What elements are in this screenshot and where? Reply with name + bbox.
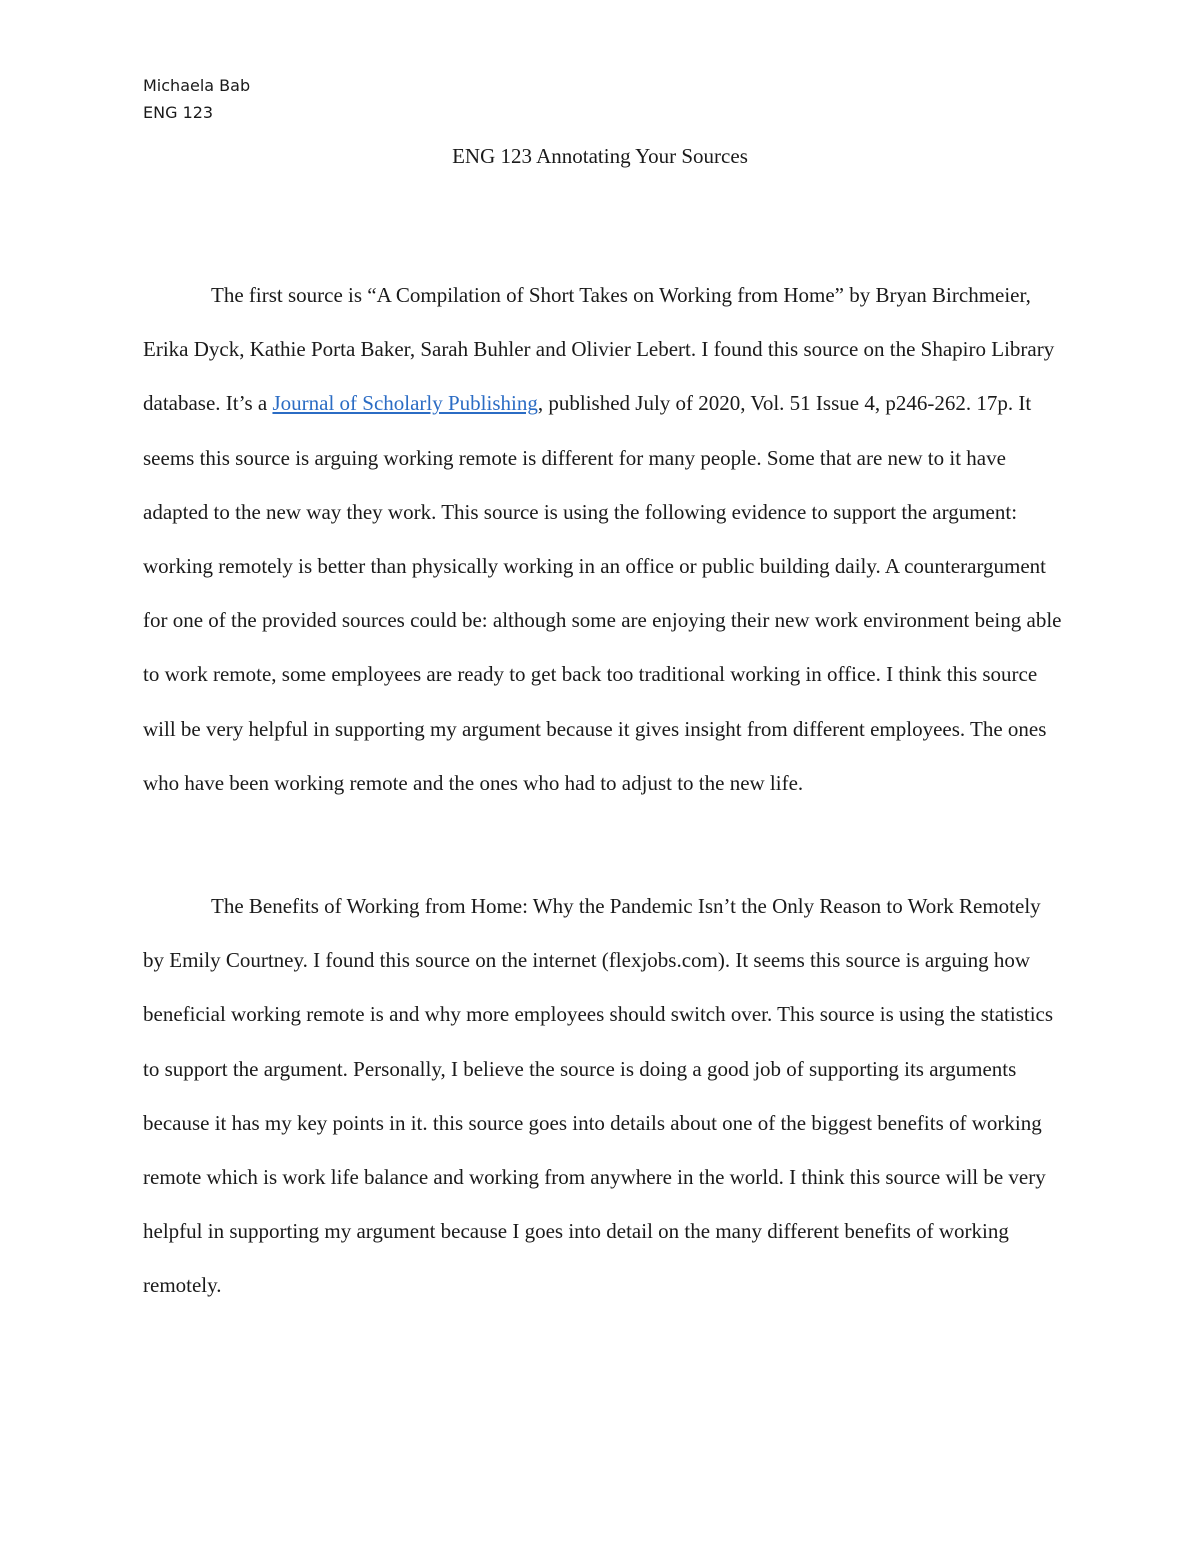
author-name: Michaela Bab xyxy=(143,76,251,95)
document-title: ENG 123 Annotating Your Sources xyxy=(452,144,748,168)
document-header xyxy=(143,72,250,126)
journal-link[interactable]: Journal of Scholarly Publishing xyxy=(272,391,538,416)
paragraph-first-text-before-link: The first source is “A Compilation of Short Takes on Working from Home” by Bryan Birchmeier, Erika Dyck, Kathie Porta Baker, Sarah Buhler and Olivier Lebert. I found this source on the Shapiro Library database. It’s a xyxy=(143,283,1055,416)
paragraph-second-source: The Benefits of Working from Home: Why the Pandemic Isn’t the Only Reason to Work Remotely by Emily Courtney. I found this source on the internet (flexjobs.com). It seems this source is arguing how beneficial working remote is and why more employees should switch over. This source is using the statistics to support the argument. Personally, I believe the source is doing a good job of supporting its arguments because it has my key points in it. this source goes into details about one of the biggest benefits of working remote which is work life balance and working from anywhere in the world. I think this source will be very helpful in supporting my argument because I goes into detail on the many different benefits of working remotely. xyxy=(143,894,1054,1298)
course-name: ENG 123 xyxy=(143,103,214,122)
paragraph-first-source xyxy=(143,268,1063,810)
paragraph-first-text-after-link: , published July of 2020, Vol. 51 Issue 4, p246-262. 17p. It seems this source is arguing working remote is different for many people. Some that are new to it have adapted to the new way they work. This source is using the following evidence to support the argument: working remotely is better than physically working in an office or public building daily. A counterargument for one of the provided sources could be: although some are enjoying their new work environment being able to work remote, some employees are ready to get back too traditional working in office. I think this source will be very helpful in supporting my argument because it gives insight from different employees. The ones who have been working remote and the ones who had to adjust to the new life. xyxy=(143,391,1062,795)
